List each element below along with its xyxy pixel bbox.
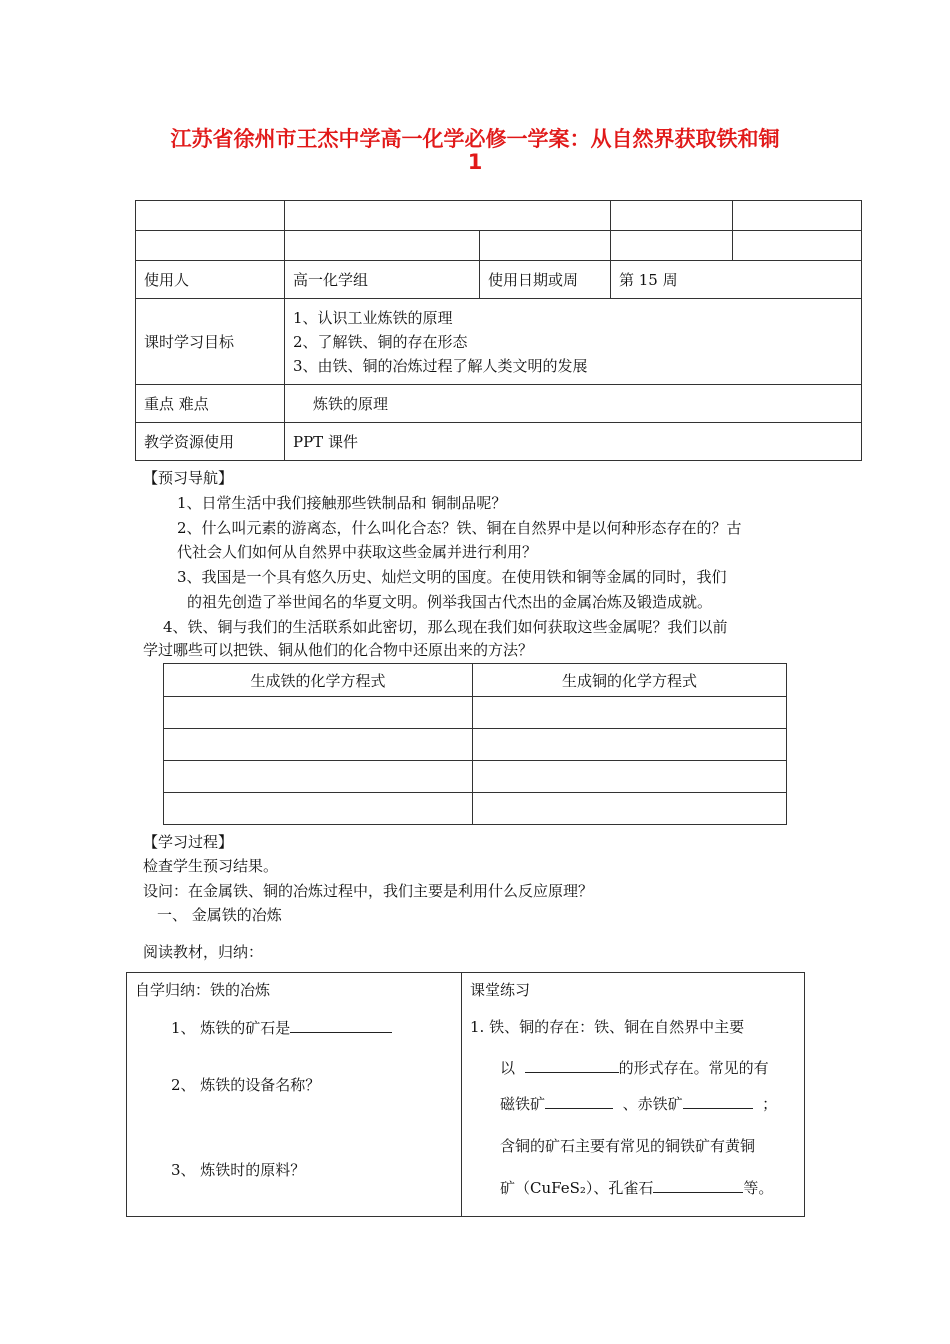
- equation-cell: [473, 793, 787, 825]
- self-study-item-1-text: 1、 炼铁的矿石是: [171, 1019, 291, 1037]
- equation-cell: [473, 761, 787, 793]
- document-title-number: 1: [467, 150, 483, 174]
- lesson-info-table: [135, 200, 862, 461]
- equation-cell: [164, 697, 473, 729]
- key-label: 重点 难点: [136, 385, 285, 423]
- preview-question-2a: 2、什么叫元素的游离态，什么叫化合态？铁、铜在自然界中是以何种形态存在的？古: [177, 519, 742, 537]
- process-heading: 【学习过程】: [143, 833, 234, 851]
- self-study-item-2: 2、 炼铁的设备名称？: [171, 1076, 321, 1094]
- process-line-2: 设问：在金属铁、铜的冶炼过程中，我们主要是利用什么反应原理？: [143, 882, 594, 900]
- read-instruction: 阅读教材，归纳：: [143, 943, 264, 961]
- answer-blank[interactable]: [545, 1092, 613, 1109]
- preview-question-3a: 3、我国是一个具有悠久历史、灿烂文明的国度。在使用铁和铜等金属的同时，我们: [177, 568, 727, 586]
- exercise-line-5b: 等。: [743, 1179, 774, 1197]
- self-study-title: 自学归纳：铁的冶炼: [135, 981, 271, 999]
- blank-cell: [611, 201, 733, 231]
- exercise-line-3: [500, 1092, 777, 1114]
- document-title: 江苏省徐州市王杰中学高一化学必修一学案：从自然界获取铁和铜: [170, 127, 780, 151]
- blank-cell: [480, 231, 611, 261]
- self-study-cell: [127, 973, 462, 1217]
- equation-header-iron: 生成铁的化学方程式: [164, 664, 473, 697]
- preview-question-3b: 的祖先创造了举世闻名的华夏文明。例举我国古代杰出的金属冶炼及锻造成就。: [187, 593, 713, 611]
- blank-cell: [285, 231, 480, 261]
- blank-cell: [285, 201, 611, 231]
- exercise-line-5: [500, 1176, 773, 1198]
- equation-cell: [164, 729, 473, 761]
- exercise-line-3c: ；: [762, 1095, 778, 1113]
- self-study-item-3: 3、 炼铁时的原料？: [171, 1161, 306, 1179]
- exercise-line-2b: 的形式存在。常见的有: [618, 1059, 769, 1077]
- preview-question-4b: 学过哪些可以把铁、铜从他们的化合物中还原出来的方法？: [143, 641, 534, 659]
- equation-header-copper: 生成铜的化学方程式: [473, 664, 787, 697]
- preview-question-4a: 4、铁、铜与我们的生活联系如此密切，那么现在我们如何获取这些金属呢？我们以前: [163, 618, 728, 636]
- preview-heading: 【预习导航】: [143, 469, 234, 487]
- answer-blank[interactable]: [525, 1056, 619, 1073]
- preview-question-1: 1、日常生活中我们接触那些铁制品和 铜制品呢？: [177, 494, 507, 512]
- date-value: 第 15 周: [611, 261, 862, 299]
- key-value: 炼铁的原理: [285, 385, 862, 423]
- exercise-line-2a: 以: [500, 1059, 516, 1077]
- blank-cell: [136, 201, 285, 231]
- exercise-line-1: 1. 铁、铜的存在：铁、铜在自然界中主要: [470, 1018, 745, 1036]
- process-line-1: 检查学生预习结果。: [143, 857, 279, 875]
- study-table: [126, 972, 805, 1217]
- resource-value: PPT 课件: [285, 423, 862, 461]
- section-title: 一、 金属铁的冶炼: [157, 906, 282, 924]
- answer-blank[interactable]: [290, 1016, 392, 1033]
- self-study-item-1: [171, 1016, 392, 1038]
- user-value: 高一化学组: [285, 261, 480, 299]
- resource-label: 教学资源使用: [136, 423, 285, 461]
- blank-cell: [733, 231, 862, 261]
- exercise-line-3a: 磁铁矿: [500, 1095, 546, 1113]
- goal-item: 2、了解铁、铜的存在形态: [293, 332, 468, 351]
- equation-table: [163, 663, 787, 825]
- exercise-line-5a: 矿（CuFeS₂）、孔雀石: [500, 1179, 654, 1197]
- answer-blank[interactable]: [653, 1176, 743, 1193]
- exercise-line-3b: 、赤铁矿: [622, 1095, 683, 1113]
- equation-cell: [164, 761, 473, 793]
- goal-item: 1、认识工业炼铁的原理: [293, 308, 453, 327]
- blank-cell: [611, 231, 733, 261]
- blank-cell: [733, 201, 862, 231]
- exercise-cell: [462, 973, 805, 1217]
- exercise-title: 课堂练习: [470, 981, 531, 999]
- date-label: 使用日期或周: [480, 261, 611, 299]
- equation-cell: [473, 729, 787, 761]
- goals-label: 课时学习目标: [136, 299, 285, 385]
- goal-item: 3、由铁、铜的冶炼过程了解人类文明的发展: [293, 356, 588, 375]
- equation-cell: [164, 793, 473, 825]
- exercise-line-2: [500, 1056, 769, 1078]
- blank-cell: [136, 231, 285, 261]
- goals-list: [285, 299, 862, 385]
- equation-cell: [473, 697, 787, 729]
- preview-question-2b: 代社会人们如何从自然界中获取这些金属并进行利用？: [177, 543, 538, 561]
- answer-blank[interactable]: [683, 1092, 753, 1109]
- user-label: 使用人: [136, 261, 285, 299]
- exercise-line-4: 含铜的矿石主要有常见的铜铁矿有黄铜: [500, 1137, 756, 1155]
